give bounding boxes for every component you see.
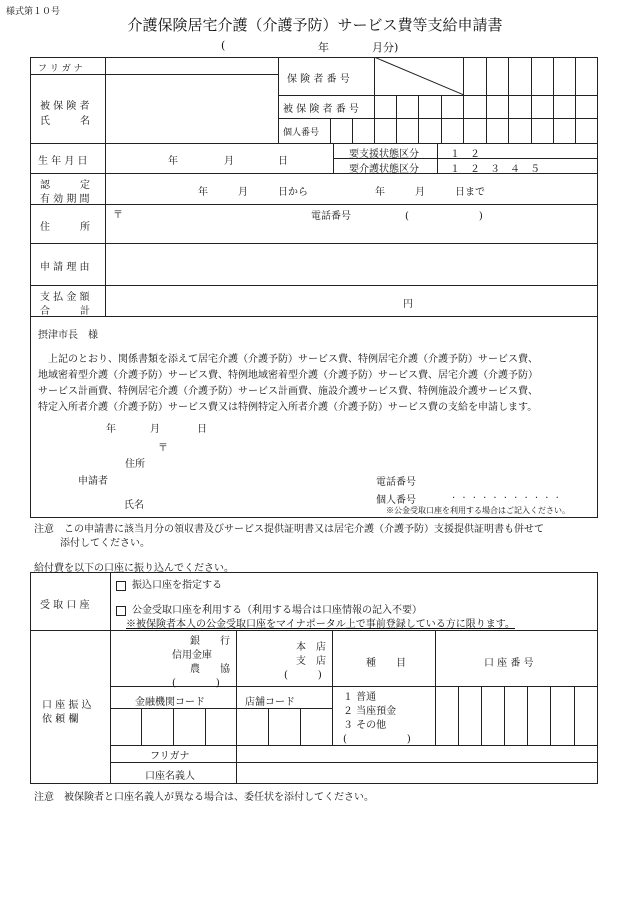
amount-label: 支 払 金 額 xyxy=(40,292,90,303)
option-transfer[interactable] xyxy=(116,576,222,591)
line xyxy=(504,686,505,745)
line xyxy=(553,57,554,143)
note-1-line-2: 添付してください。 xyxy=(60,538,150,549)
line xyxy=(110,708,332,709)
line xyxy=(30,316,598,317)
bank-name-field[interactable]: ( ) xyxy=(172,678,220,689)
line xyxy=(574,686,575,745)
account-holder-field[interactable] xyxy=(237,763,597,783)
page-title: 介護保険居宅介護（介護予防）サービス費等支給申請書 xyxy=(127,16,503,34)
account-holder-label: 口座名義人 xyxy=(145,771,195,782)
type-option-other[interactable]: ３ その他 xyxy=(343,720,387,731)
branch-office-label: 支 店 xyxy=(296,656,326,667)
line xyxy=(141,708,142,745)
line xyxy=(278,95,598,96)
line xyxy=(481,686,482,745)
line xyxy=(531,57,532,143)
account-type-label: 種 目 xyxy=(366,658,406,669)
care-level-values[interactable]: １ ２ ３ ４ ５ xyxy=(450,164,540,175)
applicant-label: 申請者 xyxy=(78,476,108,487)
support-level-label: 要支援状態区分 xyxy=(349,149,419,160)
line xyxy=(173,708,174,745)
declaration-postal-mark: 〒 xyxy=(158,443,168,454)
bank-label: 銀 行 xyxy=(190,636,230,647)
line xyxy=(352,118,353,143)
line xyxy=(437,143,438,173)
reason-field[interactable] xyxy=(106,244,597,284)
credit-union-label: 信用金庫 xyxy=(172,650,212,661)
cert-period-label-2: 有 効 期 間 xyxy=(40,194,90,205)
line xyxy=(527,686,528,745)
diagonal-strike xyxy=(374,57,464,95)
insured-name-label-2: 氏 名 xyxy=(40,116,90,127)
checkbox-transfer[interactable] xyxy=(116,581,126,591)
declaration-month: 月 xyxy=(150,424,160,435)
option-public-account-label: 公金受取口座を利用する（利用する場合は口座情報の記入不要） xyxy=(132,605,422,616)
postal-mark: 〒 xyxy=(113,210,123,221)
branch-code-label: 店舗コード xyxy=(245,697,295,708)
checkbox-public-account[interactable] xyxy=(116,606,126,616)
birth-month: 月 xyxy=(224,156,234,167)
period-open: ( xyxy=(221,39,226,52)
type-option-ordinary[interactable]: １ 普通 xyxy=(343,692,377,703)
furigana-field[interactable] xyxy=(106,58,277,73)
line xyxy=(30,285,598,286)
line xyxy=(278,118,598,119)
line xyxy=(30,143,598,144)
holder-furigana-field[interactable] xyxy=(237,746,597,761)
line xyxy=(463,57,464,143)
furigana-label: フ リ ガ ナ xyxy=(38,64,83,74)
period-year: 年 xyxy=(318,41,329,54)
bank-code-label: 金融機関コード xyxy=(135,697,205,708)
transfer-intro: 給付費を以下の口座に振り込んでください。 xyxy=(34,563,234,574)
line xyxy=(396,95,397,143)
option-transfer-label: 振込口座を指定する xyxy=(132,580,222,591)
line xyxy=(236,630,237,745)
amount-label-2: 合 計 xyxy=(40,306,90,317)
line xyxy=(332,630,333,745)
birth-date-label: 生 年 月 日 xyxy=(38,156,88,167)
cert-from[interactable]: 年 月 日から xyxy=(198,187,308,198)
line xyxy=(330,118,331,143)
declaration-line-4: 特定入所者介護（介護予防）サービス費又は特例特定入所者介護（介護予防）サービス費の支給を申請します。 xyxy=(38,402,538,413)
phone-label: 電話番号 xyxy=(311,211,351,222)
insured-number-label: 被 保 険 者 番 号 xyxy=(283,104,359,115)
transfer-request-label-2: 依 頼 欄 xyxy=(42,714,79,725)
insured-name-field[interactable] xyxy=(106,75,277,142)
type-option-other-field[interactable]: ( ) xyxy=(343,734,411,745)
personal-number-note: ※公金受取口座を利用する場合はご記入ください。 xyxy=(386,506,570,515)
receiving-account-label: 受 取 口 座 xyxy=(40,600,90,611)
line xyxy=(441,95,442,143)
declaration-name-label: 氏名 xyxy=(124,500,144,511)
line xyxy=(486,57,487,143)
birth-day: 日 xyxy=(278,156,288,167)
line xyxy=(575,57,576,143)
note-2: 注意 被保険者と口座名義人が異なる場合は、委任状を添付してください。 xyxy=(34,792,374,803)
branch-name-field[interactable]: ( ) xyxy=(284,670,322,681)
period-month: 月分) xyxy=(372,41,399,54)
reason-label: 申 請 理 由 xyxy=(40,262,90,273)
declaration-line-2: 地域密着型介護（介護予防）サービス費、特例地域密着型介護（介護予防）サービス費、居宅介護（介護予防） xyxy=(38,370,538,381)
transfer-request-label: 口 座 振 込 xyxy=(42,700,92,711)
line xyxy=(458,686,459,745)
line xyxy=(268,708,269,745)
personal-number-dots[interactable]: . . . . . . . . . . . xyxy=(452,490,561,501)
account-number-label: 口 座 番 号 xyxy=(484,658,534,669)
addressee: 摂津市長 様 xyxy=(38,330,98,341)
support-level-values[interactable]: １ ２ xyxy=(450,149,480,160)
line xyxy=(278,57,279,143)
cert-period-label: 認 定 xyxy=(40,180,90,191)
yen-label: 円 xyxy=(403,299,413,310)
declaration-address-label: 住所 xyxy=(125,459,145,470)
line xyxy=(333,143,334,173)
line xyxy=(110,686,332,687)
line xyxy=(508,57,509,143)
line xyxy=(110,572,111,784)
declaration-phone-label: 電話番号 xyxy=(376,477,416,488)
agri-coop-label: 農 協 xyxy=(190,664,230,675)
declaration-line-3: サービス計画費、特例居宅介護（介護予防）サービス計画費、施設介護サービス費、特例施設介護サービス費、 xyxy=(38,386,538,397)
line xyxy=(30,630,598,631)
type-option-current[interactable]: ２ 当座預金 xyxy=(343,706,397,717)
line xyxy=(435,630,436,745)
line xyxy=(205,708,206,745)
cert-to[interactable]: 年 月 日まで xyxy=(375,187,485,198)
declaration-line-1: 上記のとおり、関係書類を添えて居宅介護（介護予防）サービス費、特例居宅介護（介護予防）サービス費、 xyxy=(48,354,538,365)
holder-furigana-label: フリガナ xyxy=(150,751,190,762)
personal-number-label: 個人番号 xyxy=(283,128,320,138)
line xyxy=(332,686,598,687)
option-public-account[interactable] xyxy=(116,601,422,616)
declaration-year: 年 xyxy=(106,424,116,435)
note-1-line-1: 注意 この申請書に該当月分の領収書及びサービス提供証明書又は居宅介護（介護予防）支援提供証明書も併せて xyxy=(34,524,544,535)
public-account-note: ※被保険者本人の公金受取口座をマイナポータル上で事前登録している方に限ります。 xyxy=(126,619,515,630)
line xyxy=(418,95,419,143)
insured-name-label: 被 保 険 者 xyxy=(40,101,90,112)
care-level-label: 要介護状態区分 xyxy=(349,164,419,175)
line xyxy=(300,708,301,745)
head-office-label: 本 店 xyxy=(296,642,326,653)
line xyxy=(550,686,551,745)
birth-year: 年 xyxy=(168,156,178,167)
form-number: 様式第１０号 xyxy=(6,7,61,17)
declaration-day: 日 xyxy=(197,424,207,435)
insurer-number-label: 保 険 者 番 号 xyxy=(287,74,350,85)
declaration-personal-number-label: 個人番号 xyxy=(376,495,416,506)
line xyxy=(30,204,598,205)
address-label: 住 所 xyxy=(40,222,90,233)
phone-field[interactable]: ( ) xyxy=(405,211,483,222)
